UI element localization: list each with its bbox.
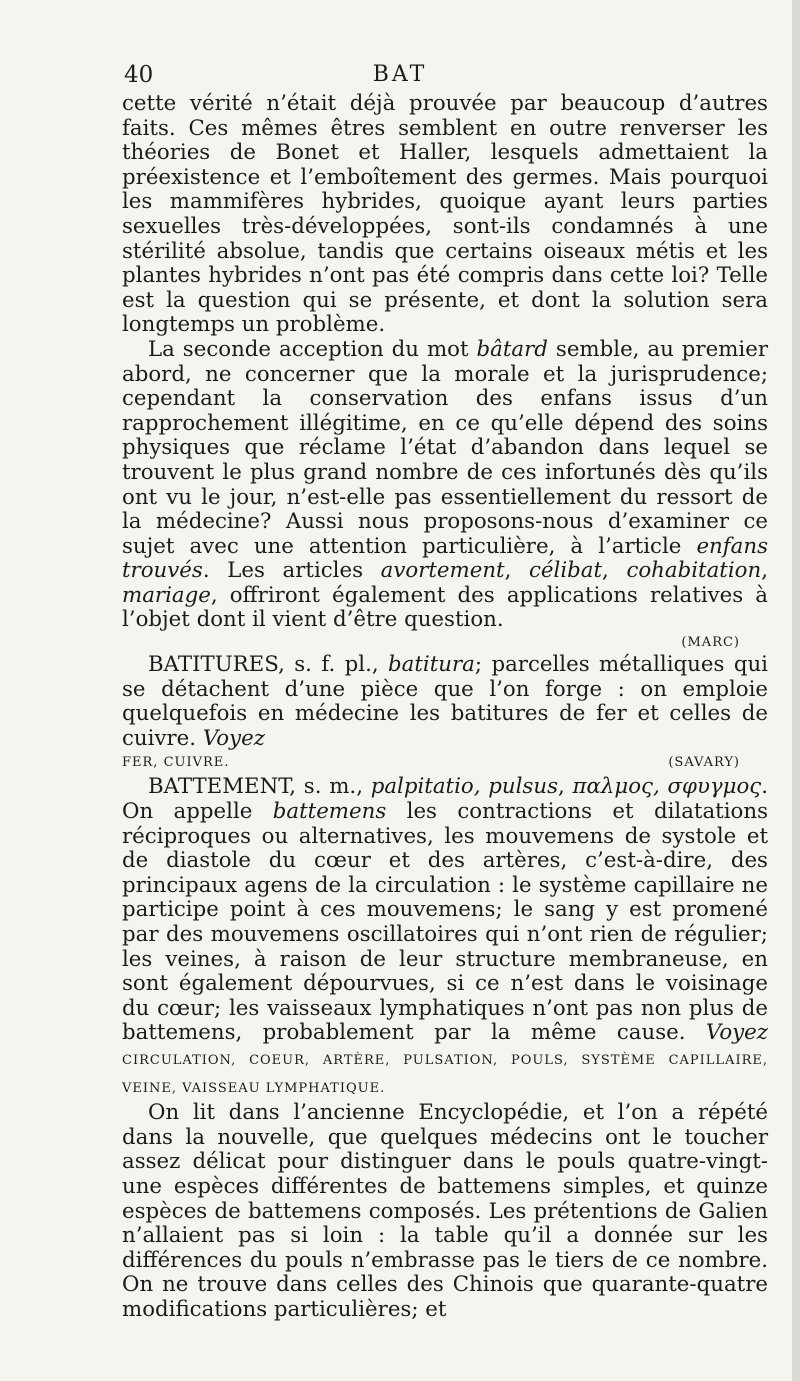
batitures-footer: [122, 751, 768, 775]
page-number: 40: [124, 62, 154, 88]
headword-batitures: BATITURES: [148, 652, 279, 678]
voyez-label: Voyez: [202, 725, 265, 751]
entry-battement: [122, 775, 768, 1101]
term-battemens: battemens: [272, 799, 387, 825]
paragraph-hybrides: cette vérité n’était déjà prouvée par beaucoup d’autres faits. Ces mêmes êtres semblent en outre renverser les théories de Bonet et Haller, lesquels admettaient la préexistence et l’emboîtement des germes. Mais pourquoi les mammifères hybrides, quoique ayant leurs parties sexuelles très-développées, sont-ils condamnés à une stérilité absolue, tandis que certains oiseaux métis et les plantes hybrides n’ont pas été compris dans cette loi? Telle est la question qui se présente, et dont la solution sera longtemps un problème.: [122, 91, 768, 338]
term-batard: bâtard: [476, 336, 548, 362]
text-run: , offriront également des applications relatives à l’objet dont il vient d’être question.: [122, 582, 768, 633]
headword-battement: BATTEMENT: [148, 774, 290, 800]
separator: ,: [504, 558, 529, 584]
term-celibat: célibat: [529, 558, 603, 584]
paragraph-batard: [122, 338, 768, 633]
separator: ,: [602, 558, 627, 584]
running-head: BAT: [372, 62, 428, 87]
text-run: les contractions et dilatations réciproques ou alternatives, les mouvemens de systole et de diastole du cœur et des artères, c’est-à-dire, des principaux agens de la circulation : le système capillaire ne participe point à ces mouvemens; le sang y est promené par des mouvemens oscillatoires qui n’ont rien de régulier; les veines, à raison de leur structure membraneuse, en sont également dépourvues, si ce n’est dans le voisinage du cœur; les vaisseaux lymphatiques n’ont pas non plus de battemens, probablement par la même cause.: [122, 799, 769, 1046]
term-avortement: avortement: [380, 558, 505, 584]
voyez-label: Voyez: [705, 1020, 768, 1046]
article-body: [122, 92, 768, 1323]
latin-term: batitura: [388, 652, 475, 678]
term-enfans-trouves: enfans trouvés: [122, 533, 768, 584]
text-run: . On appelle: [122, 774, 768, 825]
text-run: , s. m.,: [289, 774, 371, 800]
page-header: [0, 62, 800, 92]
text-run: , s. f. pl.,: [278, 652, 389, 678]
greek-term: παλμος, σφυγμος: [572, 774, 762, 800]
paragraph-encyclopedie: On lit dans l’ancienne Encyclopédie, et l’on a répété dans la nouvelle, que quelques médecins ont le toucher assez délicat pour distinguer dans le pouls quatre-vingt-une espèces différentes de battemens simples, et quinze espèces de battemens composés. Les prétentions de Galien n’allaient pas si loin : la table qu’il a donnée sur les différences du pouls n’embrasse pas le tiers de ce nombre. On ne trouve dans celles des Chinois que quarante-quatre modifications particulières; et: [122, 1100, 768, 1322]
author-signature-savary: (SAVARY): [668, 755, 740, 771]
author-signature-marc: (MARC): [681, 635, 740, 651]
term-cohabitation: cohabitation: [626, 558, 762, 584]
text-run: La seconde acception du mot: [148, 336, 477, 362]
separator: ,: [761, 558, 768, 584]
page-edge: [792, 0, 800, 1381]
separator: ,: [558, 774, 573, 800]
text-run: ; parcelles métalliques qui se détachent d’une pièce que l’on forge : on emploie quelquefois en médecine les batitures de fer et celles de cuivre.: [122, 652, 768, 751]
term-mariage: mariage: [122, 582, 211, 608]
cross-reference: CIRCULATION, COEUR, ARTÈRE, PULSATION, POULS, SYSTÈME CAPILLAIRE, VEINE, VAISSEAU LYMPHATIQUE.: [122, 1052, 768, 1096]
latin-term: palpitatio, pulsus: [370, 774, 558, 800]
entry-batitures: [122, 653, 768, 751]
text-run: semble, au premier abord, ne concerner que la morale et la jurisprudence; cependant la conservation des enfans issus d’un rapprochement illégitime, en ce qu’elle dépend des soins physiques que réclame l’état d’abandon dans lequel se trouvent le plus grand nombre de ces infortunés dès qu’ils ont vu le jour, n’est-elle pas essentiellement du ressort de la médecine? Aussi nous proposons-nous d’examiner ce sujet avec une attention particulière, à l’article: [122, 336, 768, 559]
cross-reference: FER, CUIVRE.: [122, 755, 230, 771]
text-run: . Les articles: [202, 558, 381, 584]
